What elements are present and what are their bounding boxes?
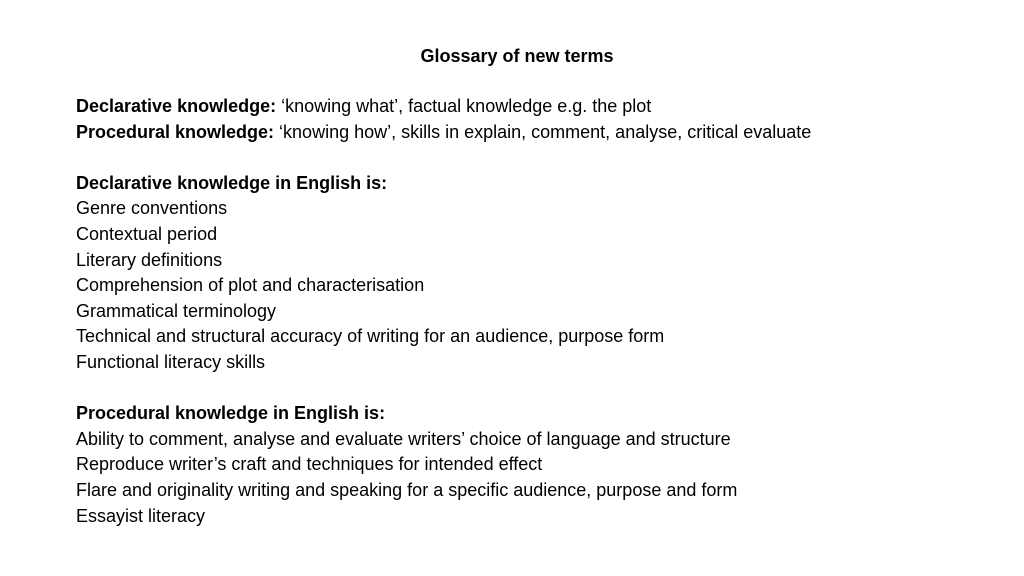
definition-declarative bbox=[76, 94, 996, 120]
list-item: Comprehension of plot and characterisation bbox=[76, 275, 425, 296]
list-item: Literary definitions bbox=[76, 249, 223, 270]
declarative-section-heading: Declarative knowledge in English is: bbox=[76, 172, 388, 193]
list-item: Reproduce writer’s craft and techniques for intended effect bbox=[76, 454, 543, 475]
slide-content bbox=[76, 94, 996, 529]
list-item: Grammatical terminology bbox=[76, 300, 277, 321]
definition-term: Procedural knowledge: bbox=[76, 121, 275, 142]
list-item: Flare and originality writing and speaking for a specific audience, purpose and form bbox=[76, 479, 738, 500]
list-item: Functional literacy skills bbox=[76, 351, 266, 372]
list-item: Technical and structural accuracy of writing for an audience, purpose form bbox=[76, 326, 665, 347]
list-item: Genre conventions bbox=[76, 198, 228, 219]
definition-text: ‘knowing what’, factual knowledge e.g. the plot bbox=[276, 96, 652, 116]
definition-text: ‘knowing how’, skills in explain, comment, analyse, critical evaluate bbox=[274, 121, 812, 142]
procedural-section-heading: Procedural knowledge in English is: bbox=[76, 403, 386, 424]
list-item: Essayist literacy bbox=[76, 505, 206, 526]
definition-term: Declarative knowledge: bbox=[76, 96, 277, 116]
slide-title: Glossary of new terms bbox=[420, 46, 614, 66]
definition-procedural bbox=[76, 120, 996, 146]
spacer bbox=[76, 145, 996, 171]
list-item: Contextual period bbox=[76, 223, 218, 244]
spacer bbox=[76, 376, 996, 402]
list-item: Ability to comment, analyse and evaluate writers’ choice of language and structure bbox=[76, 428, 731, 449]
